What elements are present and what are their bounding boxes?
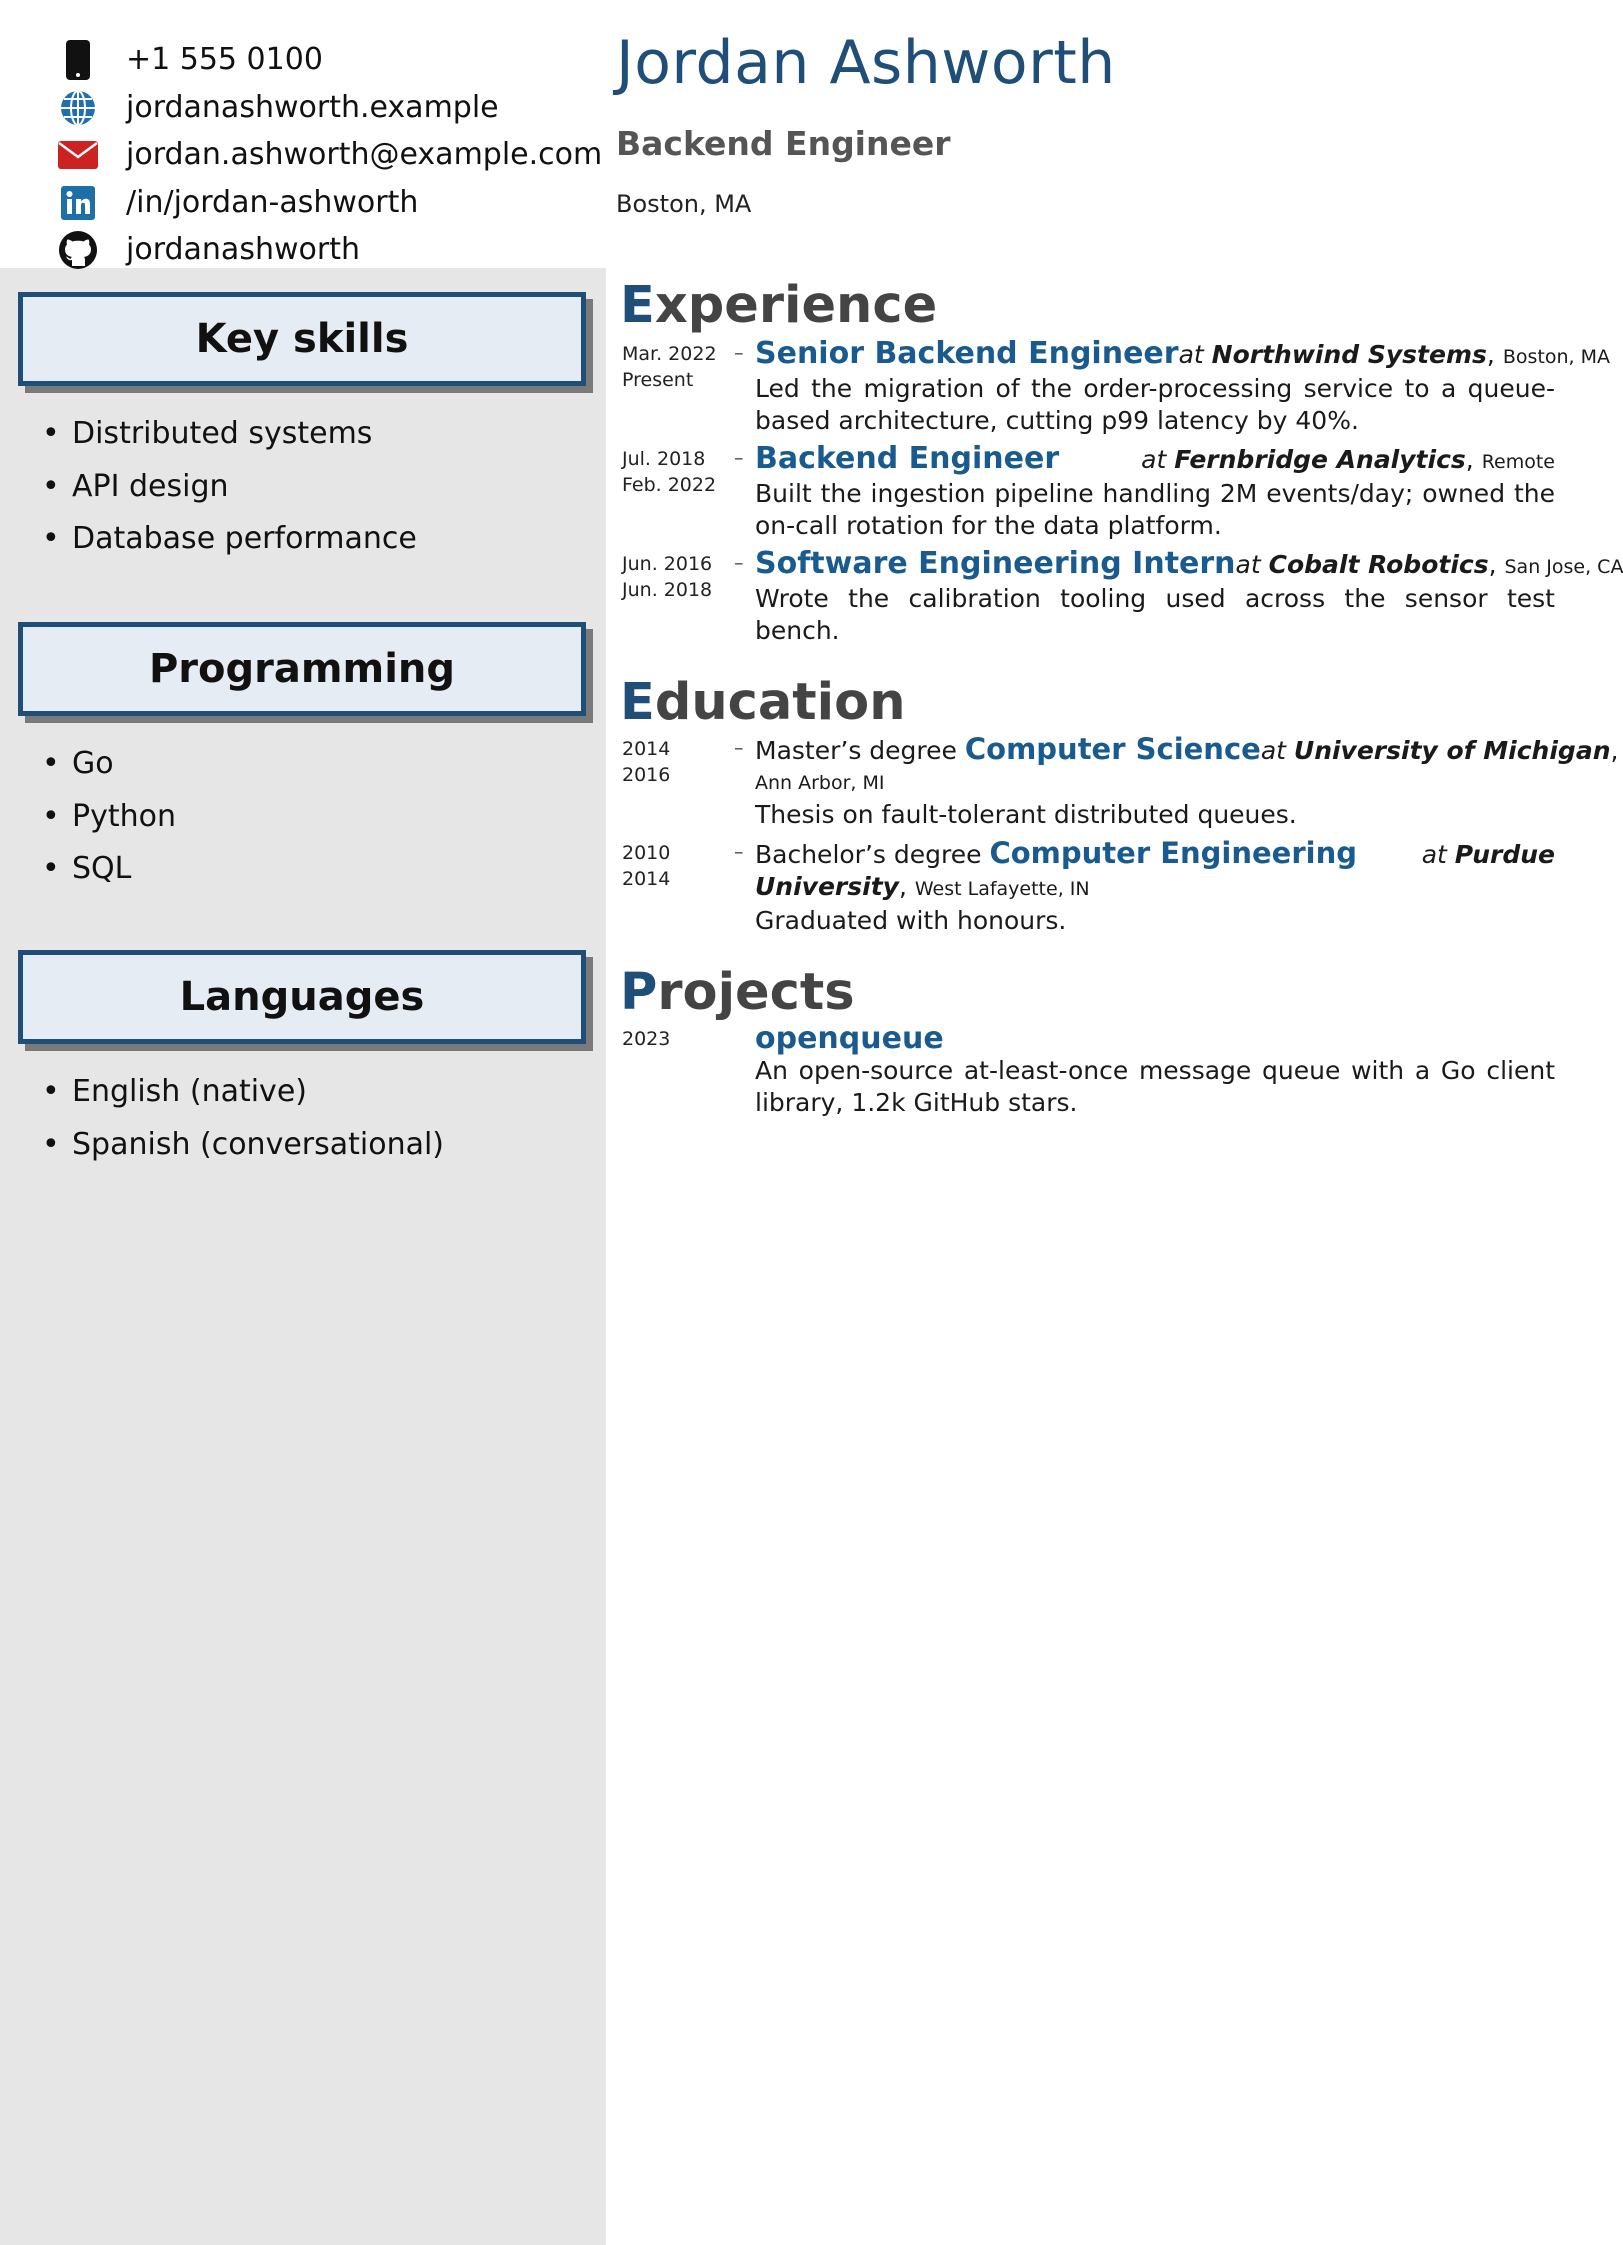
entry-dates: Jun. 2016 Jun. 2018 bbox=[622, 553, 713, 601]
entry-description: An open-source at-least-once message queue with a Go client library, 1.2k GitHub stars. bbox=[755, 1056, 1555, 1117]
entry-dates: Mar. 2022 Present bbox=[622, 343, 717, 391]
linkedin-icon bbox=[56, 183, 100, 223]
entry-title: Software Engineering Intern bbox=[755, 546, 1236, 581]
contact-list bbox=[52, 38, 612, 276]
phone-number: +1 555 0100 bbox=[126, 42, 323, 77]
github-icon bbox=[56, 230, 100, 270]
list-item: • Distributed systems bbox=[42, 416, 417, 469]
entry-field: Computer Science bbox=[964, 732, 1261, 766]
entry-degree: Bachelor’s degree bbox=[755, 840, 982, 869]
website-link[interactable]: jordanashworth.example bbox=[126, 89, 499, 125]
entry-degree: Master’s degree bbox=[755, 736, 957, 765]
contact-website[interactable] bbox=[52, 86, 612, 134]
person-name: Jordan Ashworth bbox=[616, 28, 1116, 98]
dash: – bbox=[734, 552, 744, 574]
email-link[interactable]: jordan.ashworth@example.com bbox=[126, 137, 603, 172]
dash: – bbox=[734, 447, 744, 469]
key-skills-list bbox=[42, 416, 417, 574]
list-item: • API design bbox=[42, 469, 417, 522]
job-title: Backend Engineer bbox=[616, 124, 951, 163]
entry-location: Remote bbox=[1481, 451, 1555, 473]
globe-icon bbox=[56, 88, 100, 128]
contact-phone bbox=[52, 38, 612, 86]
projects-heading: Projects bbox=[620, 963, 855, 1022]
entry-description: Graduated with honours. bbox=[755, 906, 1067, 935]
dash: – bbox=[734, 342, 744, 364]
entry-title: Backend Engineer bbox=[755, 441, 1060, 476]
list-item: • SQL bbox=[42, 851, 176, 904]
entry-org: University of Michigan bbox=[1293, 736, 1611, 765]
list-item: • Python bbox=[42, 799, 176, 852]
project-entry bbox=[620, 1023, 1555, 1119]
linkedin-link[interactable]: /in/jordan-ashworth bbox=[126, 184, 419, 220]
entry-field: Computer Engineering bbox=[989, 836, 1357, 870]
contact-linkedin[interactable] bbox=[52, 181, 612, 229]
experience-entry: Jul. 2018 Feb. 2022 – Backend Engineer at Fernbridge Analytics, Remote Built the ingestion pipeline handling 2M events/day; owned the on-call rotation for the data platform. bbox=[622, 441, 1555, 540]
education-entry: 2014 2016 – Master’s degree Computer Science at University of Michigan, Ann Arbor, MI Thesis on fault-tolerant distributed queues. bbox=[622, 732, 1619, 829]
phone-icon bbox=[56, 40, 100, 80]
list-item: • Go bbox=[42, 746, 176, 799]
languages-heading: Languages bbox=[18, 950, 586, 1044]
experience-entry: Jun. 2016 Jun. 2018 – Software Engineering Intern at Cobalt Robotics, San Jose, CA Wrote the calibration tooling used across the sensor test bench. bbox=[622, 546, 1623, 645]
dash: – bbox=[734, 841, 744, 863]
experience-heading: Experience bbox=[620, 276, 938, 335]
entry-org: Fernbridge Analytics bbox=[1174, 445, 1466, 474]
entry-dates: 2023 bbox=[622, 1028, 671, 1050]
header-location: Boston, MA bbox=[616, 190, 752, 218]
entry-location: Ann Arbor, MI bbox=[755, 772, 885, 794]
entry-org: Northwind Systems bbox=[1211, 340, 1487, 369]
dash: – bbox=[734, 737, 744, 759]
entry-dates: 2010 2014 bbox=[622, 842, 671, 890]
main-content bbox=[620, 276, 1623, 1125]
entry-title: Senior Backend Engineer bbox=[755, 336, 1179, 371]
entry-location: San Jose, CA bbox=[1504, 556, 1623, 578]
entry-location: West Lafayette, IN bbox=[914, 878, 1090, 900]
programming-heading: Programming bbox=[18, 622, 586, 716]
entry-org: Cobalt Robotics bbox=[1268, 550, 1489, 579]
contact-github[interactable] bbox=[52, 228, 612, 276]
github-link[interactable]: jordanashworth bbox=[126, 232, 360, 267]
list-item: • English (native) bbox=[42, 1074, 444, 1127]
entry-org: Purdue bbox=[1454, 840, 1555, 869]
entry-description: Built the ingestion pipeline handling 2M events/day; owned the on-call rotation for the data platform. bbox=[755, 479, 1555, 540]
entry-org-continued: University bbox=[755, 872, 899, 901]
experience-entry: Mar. 2022 Present – Senior Backend Engineer at Northwind Systems, Boston, MA Led the migration of the order-processing service to a queue-based architecture, cutting p99 latency by 40%. bbox=[622, 336, 1610, 435]
education-heading: Education bbox=[620, 673, 906, 732]
education-entry: 2010 2014 – Bachelor’s degree Computer Engineering at Purdue University, West Lafayette, IN Graduated with honours. bbox=[622, 836, 1555, 935]
contact-email[interactable] bbox=[52, 133, 612, 181]
entry-dates: 2014 2016 bbox=[622, 738, 671, 786]
project-title: openqueue bbox=[755, 1021, 944, 1056]
languages-list bbox=[42, 1074, 444, 1179]
list-item: • Database performance bbox=[42, 521, 417, 574]
email-icon bbox=[56, 135, 100, 175]
entry-description: Wrote the calibration tooling used across the sensor test bench. bbox=[755, 584, 1555, 645]
entry-location: Boston, MA bbox=[1502, 346, 1610, 368]
programming-list bbox=[42, 746, 176, 904]
key-skills-heading: Key skills bbox=[18, 292, 586, 386]
entry-description: Led the migration of the order-processing service to a queue-based architecture, cutting p99 latency by 40%. bbox=[755, 374, 1555, 435]
entry-dates: Jul. 2018 Feb. 2022 bbox=[622, 448, 717, 496]
entry-description: Thesis on fault-tolerant distributed queues. bbox=[755, 800, 1297, 829]
list-item: • Spanish (conversational) bbox=[42, 1127, 444, 1180]
